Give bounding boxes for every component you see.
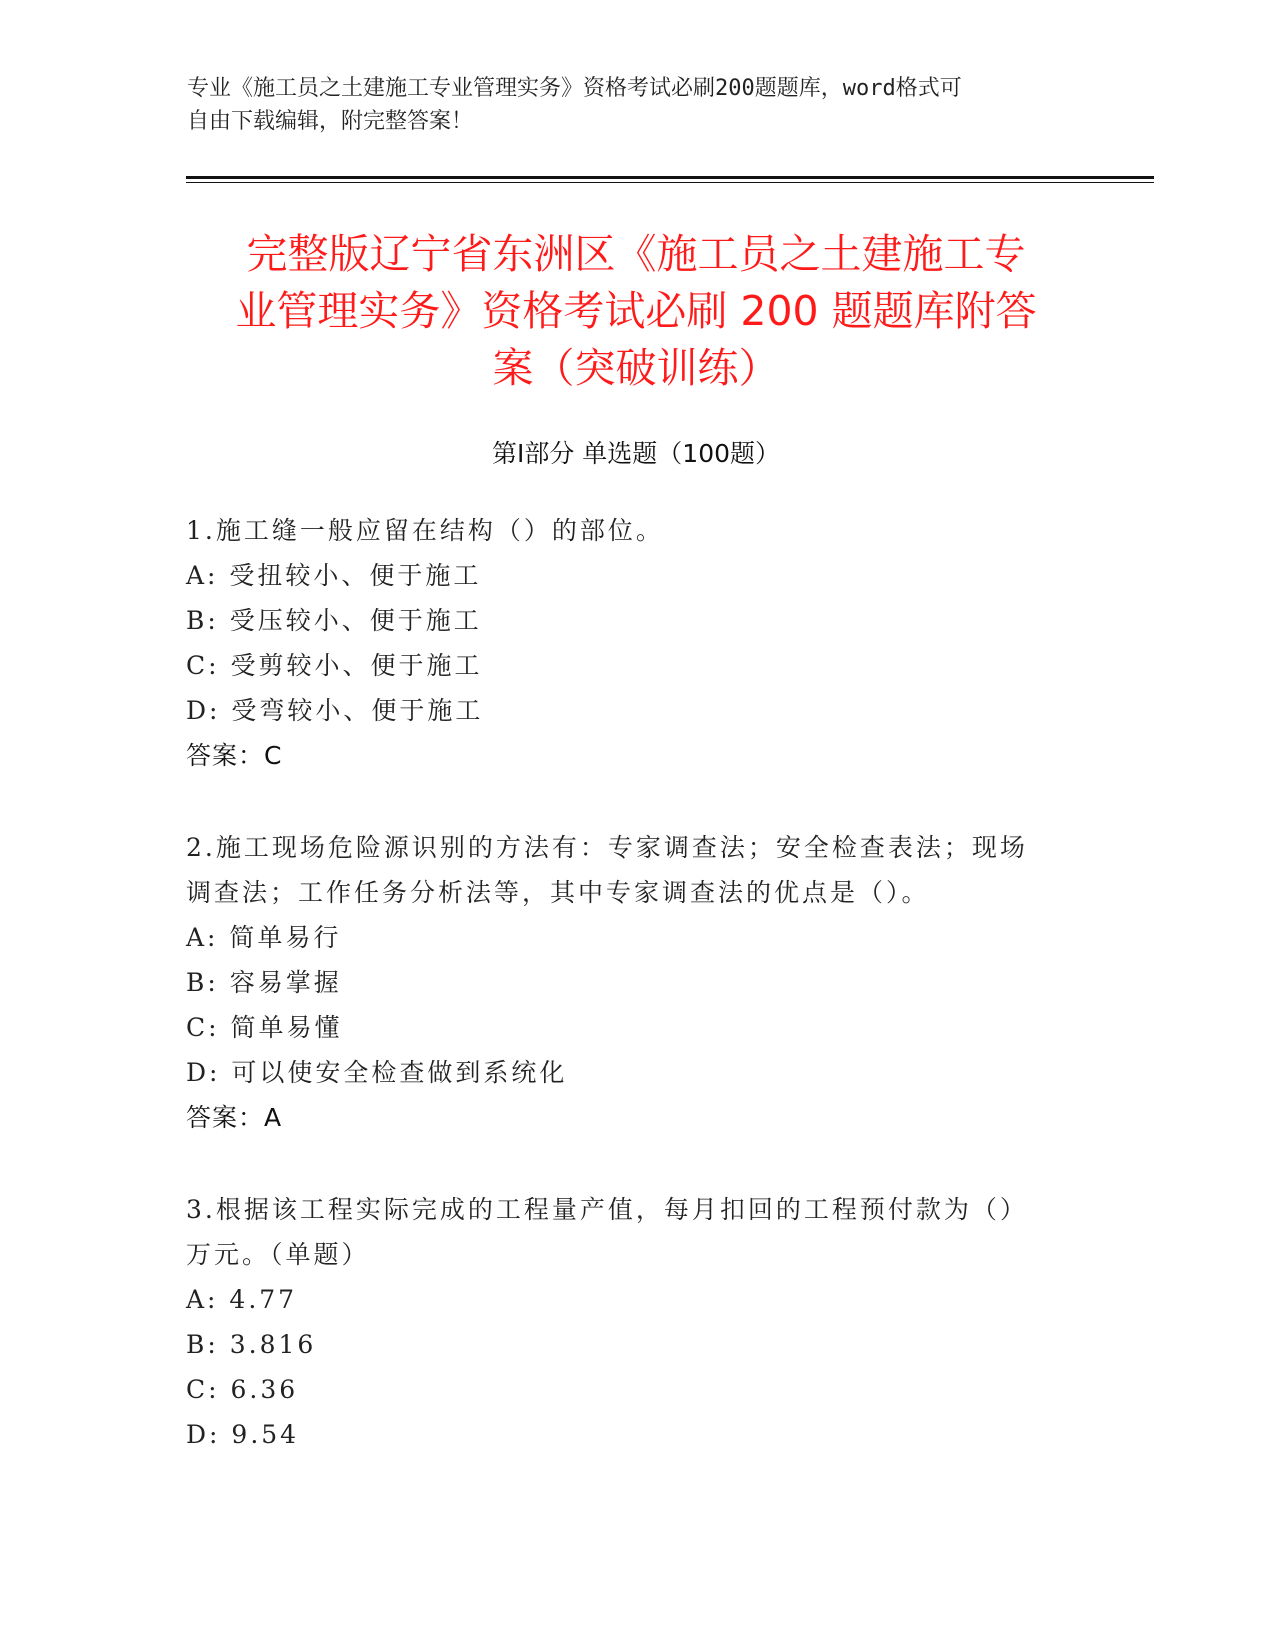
question-3	[186, 1187, 1066, 1457]
question-2	[186, 825, 1066, 1140]
option-c: C: 受剪较小、便于施工	[186, 651, 483, 680]
document-title-line: 案（突破训练）	[492, 344, 780, 392]
document-title	[186, 226, 1086, 397]
option-c: C: 简单易懂	[186, 1013, 343, 1042]
option-b: B: 3.816	[186, 1330, 317, 1359]
question-stem: 1.施工缝一般应留在结构（）的部位。	[186, 516, 664, 545]
option-c: C: 6.36	[186, 1375, 299, 1404]
section-title: 第Ⅰ部分 单选题（100题）	[491, 439, 781, 468]
header-note-line: 专业《施工员之土建施工专业管理实务》资格考试必刷200题题库，word格式可	[187, 76, 962, 101]
question-1	[186, 508, 1066, 778]
answer: 答案：C	[186, 741, 283, 770]
document-title-line: 完整版辽宁省东洲区《施工员之土建施工专	[246, 230, 1026, 278]
answer: 答案：A	[186, 1103, 283, 1132]
option-d: D: 9.54	[186, 1420, 300, 1449]
question-stem: 调查法；工作任务分析法等，其中专家调查法的优点是（）。	[186, 878, 930, 907]
option-d: D: 可以使安全检查做到系统化	[186, 1058, 568, 1087]
option-b: B: 容易掌握	[186, 968, 342, 997]
question-stem: 2.施工现场危险源识别的方法有：专家调查法；安全检查表法；现场	[186, 833, 1028, 862]
header-note	[187, 72, 1067, 138]
option-a: A: 4.77	[186, 1285, 298, 1314]
header-divider-thin	[186, 182, 1154, 183]
option-a: A: 受扭较小、便于施工	[186, 561, 482, 590]
option-d: D: 受弯较小、便于施工	[186, 696, 484, 725]
option-a: A: 简单易行	[186, 923, 342, 952]
question-stem: 万元。（单题）	[186, 1240, 370, 1269]
option-b: B: 受压较小、便于施工	[186, 606, 482, 635]
header-divider-thick	[186, 176, 1154, 179]
document-title-line: 业管理实务》资格考试必刷 200 题题库附答	[235, 287, 1037, 335]
header-note-line: 自由下载编辑，附完整答案！	[187, 109, 474, 134]
question-stem: 3.根据该工程实际完成的工程量产值，每月扣回的工程预付款为（）	[186, 1195, 1028, 1224]
